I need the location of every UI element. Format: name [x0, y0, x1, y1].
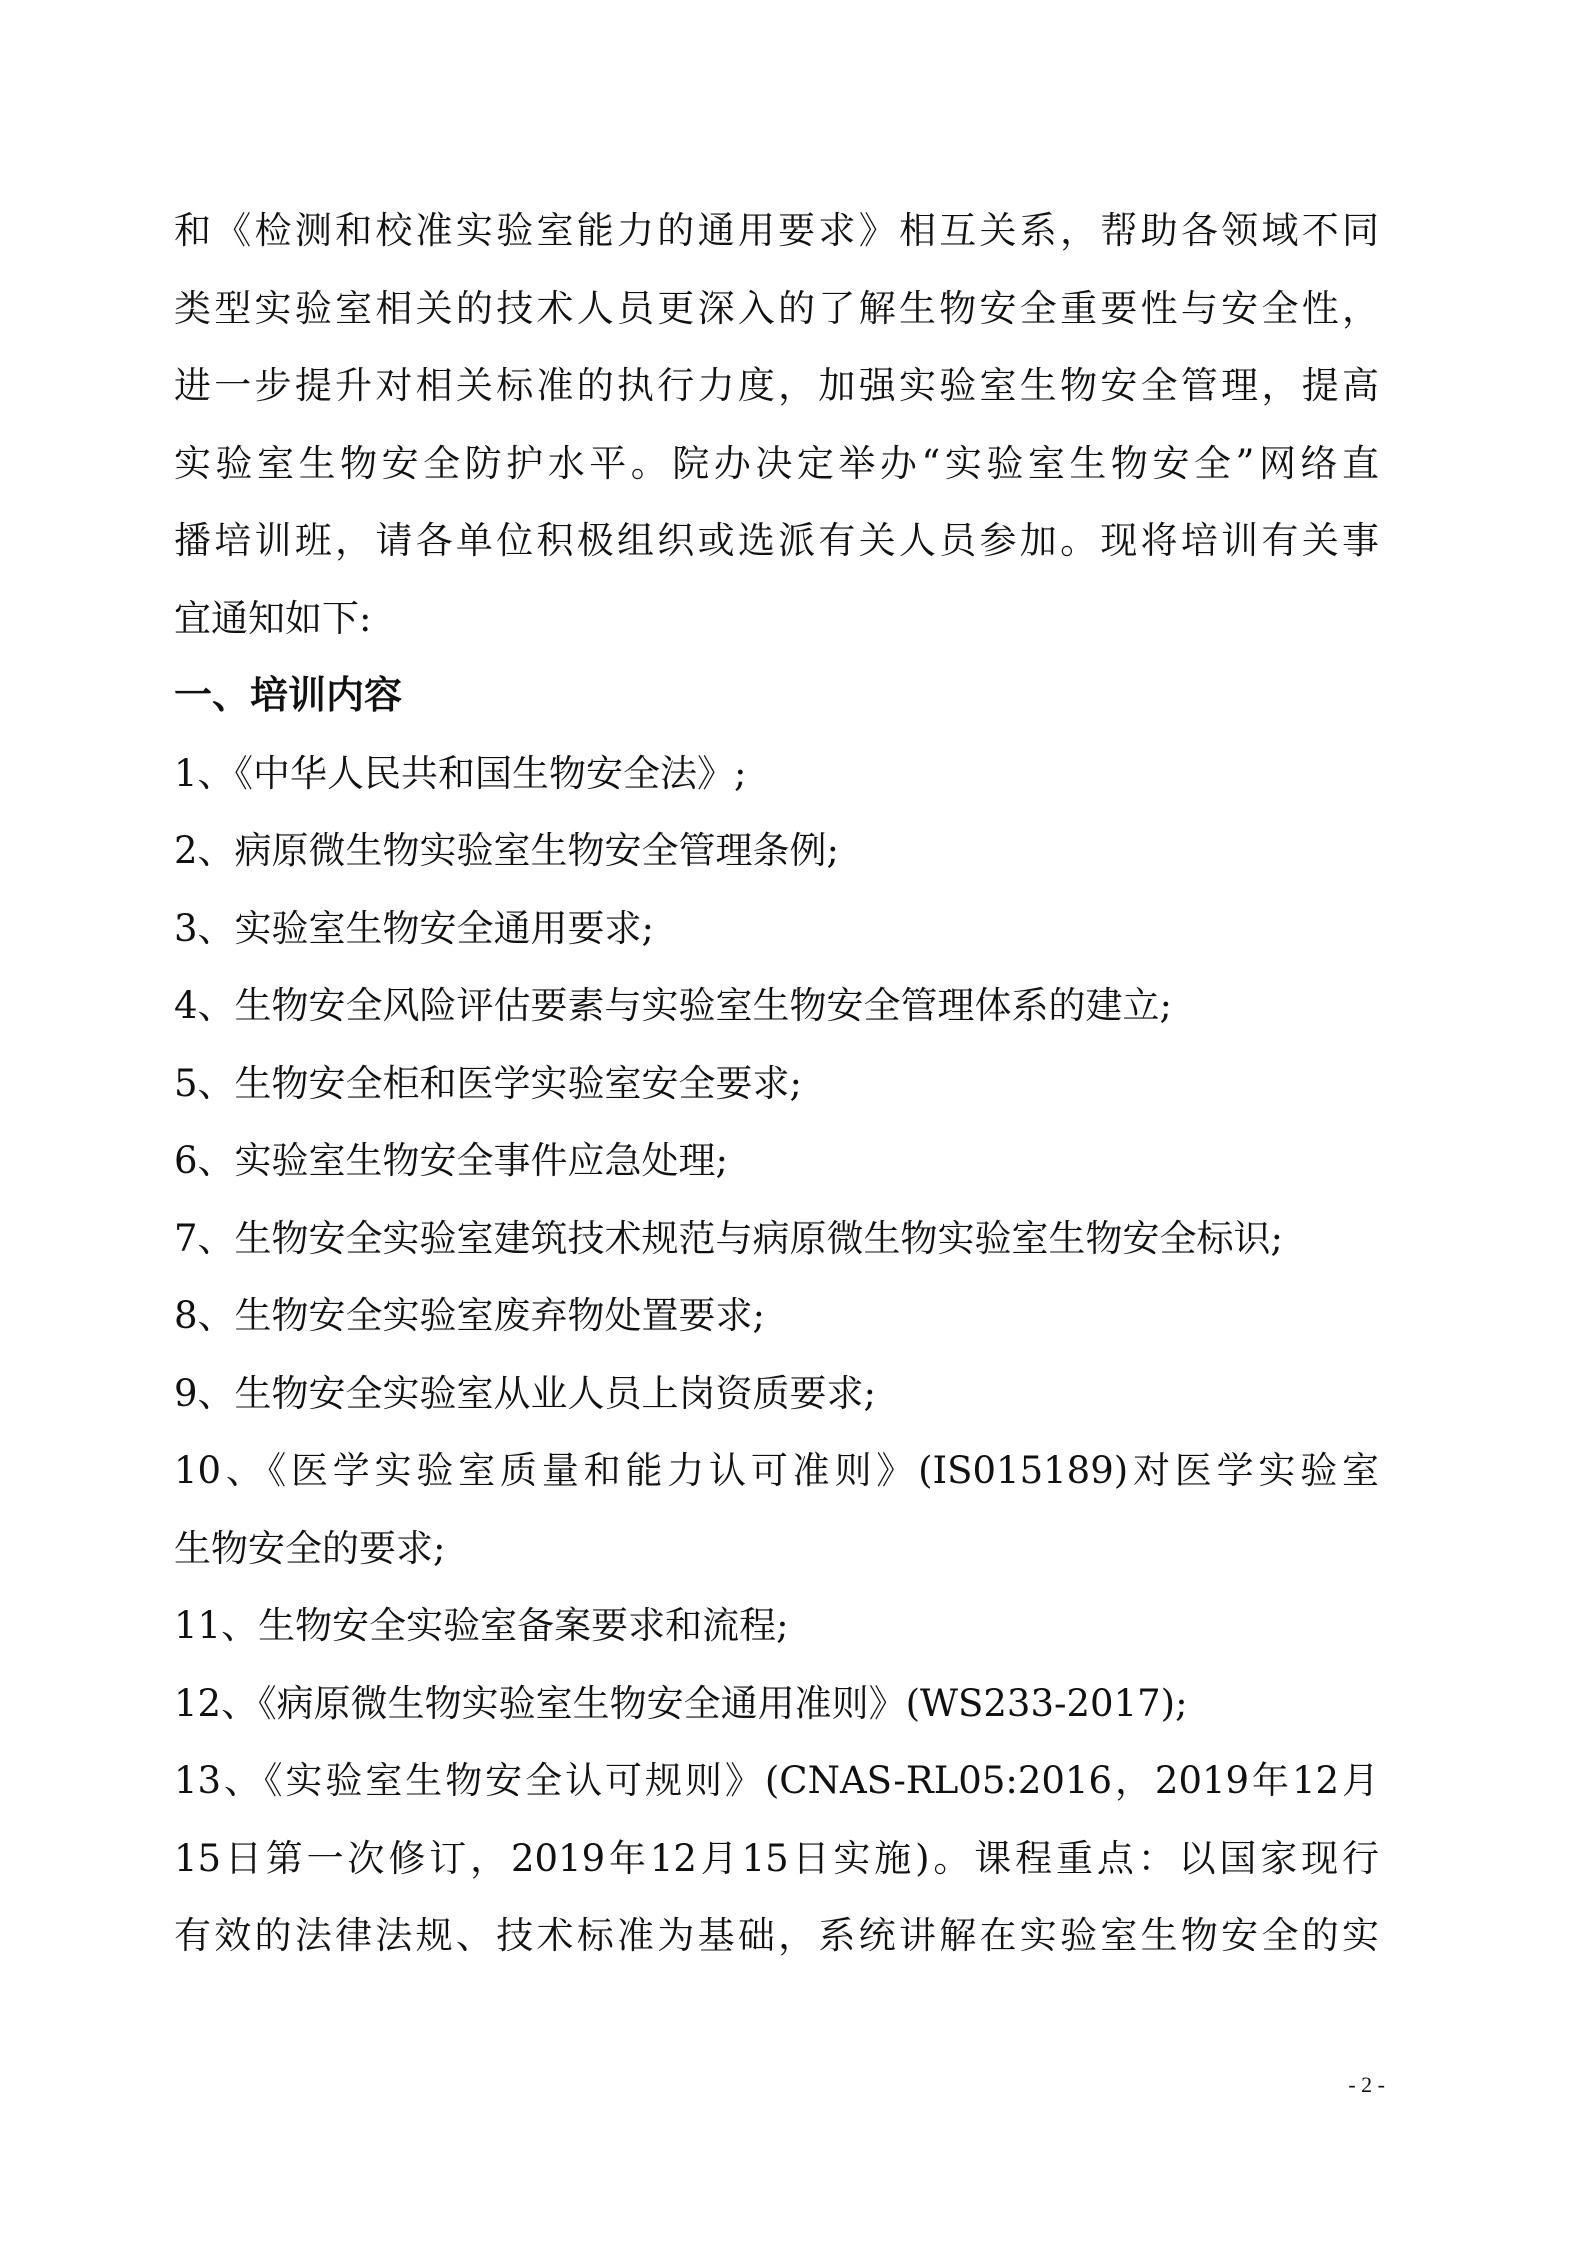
section-heading: 一、培训内容	[174, 673, 403, 717]
list-item-10: 10、《医学实验室质量和能力认可准则》(IS015189)对医学实验室	[174, 1449, 1379, 1492]
paragraph-line-6: 宜通知如下:	[174, 596, 372, 640]
list-item-11: 11、生物安全实验室备案要求和流程;	[174, 1604, 789, 1647]
paragraph-line-3: 进一步提升对相关标准的执行力度，加强实验室生物安全管理，提高	[174, 364, 1379, 407]
list-item-5: 5、生物安全柜和医学实验室安全要求;	[174, 1061, 803, 1105]
list-item-1: 1、《中华人民共和国生物安全法》;	[174, 751, 747, 795]
list-item-3: 3、实验室生物安全通用要求;	[174, 906, 655, 950]
list-item-13-continued-1: 15日第一次修订，2019年12月15日实施)。课程重点：以国家现行	[174, 1836, 1379, 1880]
paragraph-line-2: 类型实验室相关的技术人员更深入的了解生物安全重要性与安全性，	[174, 286, 1379, 330]
list-item-2: 2、病原微生物实验室生物安全管理条例;	[174, 829, 840, 872]
list-item-6: 6、实验室生物安全事件应急处理;	[174, 1139, 729, 1182]
list-item-4: 4、生物安全风险评估要素与实验室生物安全管理体系的建立;	[174, 984, 1173, 1027]
paragraph-line-5: 播培训班，请各单位积极组织或选派有关人员参加。现将培训有关事	[174, 519, 1379, 562]
list-item-7: 7、生物安全实验室建筑技术规范与病原微生物实验室生物安全标识;	[174, 1216, 1284, 1260]
list-item-8: 8、生物安全实验室废弃物处置要求;	[174, 1294, 766, 1337]
list-item-12: 12、《病原微生物实验室生物安全通用准则》(WS233-2017);	[174, 1681, 1188, 1725]
paragraph-line-1: 和《检测和校准实验室能力的通用要求》相互关系，帮助各领域不同	[174, 209, 1379, 252]
list-item-13: 13、《实验室生物安全认可规则》(CNAS-RL05:2016，2019年12月	[174, 1759, 1379, 1802]
list-item-9: 9、生物安全实验室从业人员上岗资质要求;	[174, 1371, 877, 1415]
page-number: - 2 -	[1348, 2072, 1385, 2097]
list-item-10-continued: 生物安全的要求;	[174, 1526, 446, 1570]
paragraph-line-4: 实验室生物安全防护水平。院办决定举办“实验室生物安全”网络直	[174, 441, 1379, 485]
list-item-13-continued-2: 有效的法律法规、技术标准为基础，系统讲解在实验室生物安全的实	[174, 1914, 1379, 1957]
document-body	[174, 192, 1379, 1975]
